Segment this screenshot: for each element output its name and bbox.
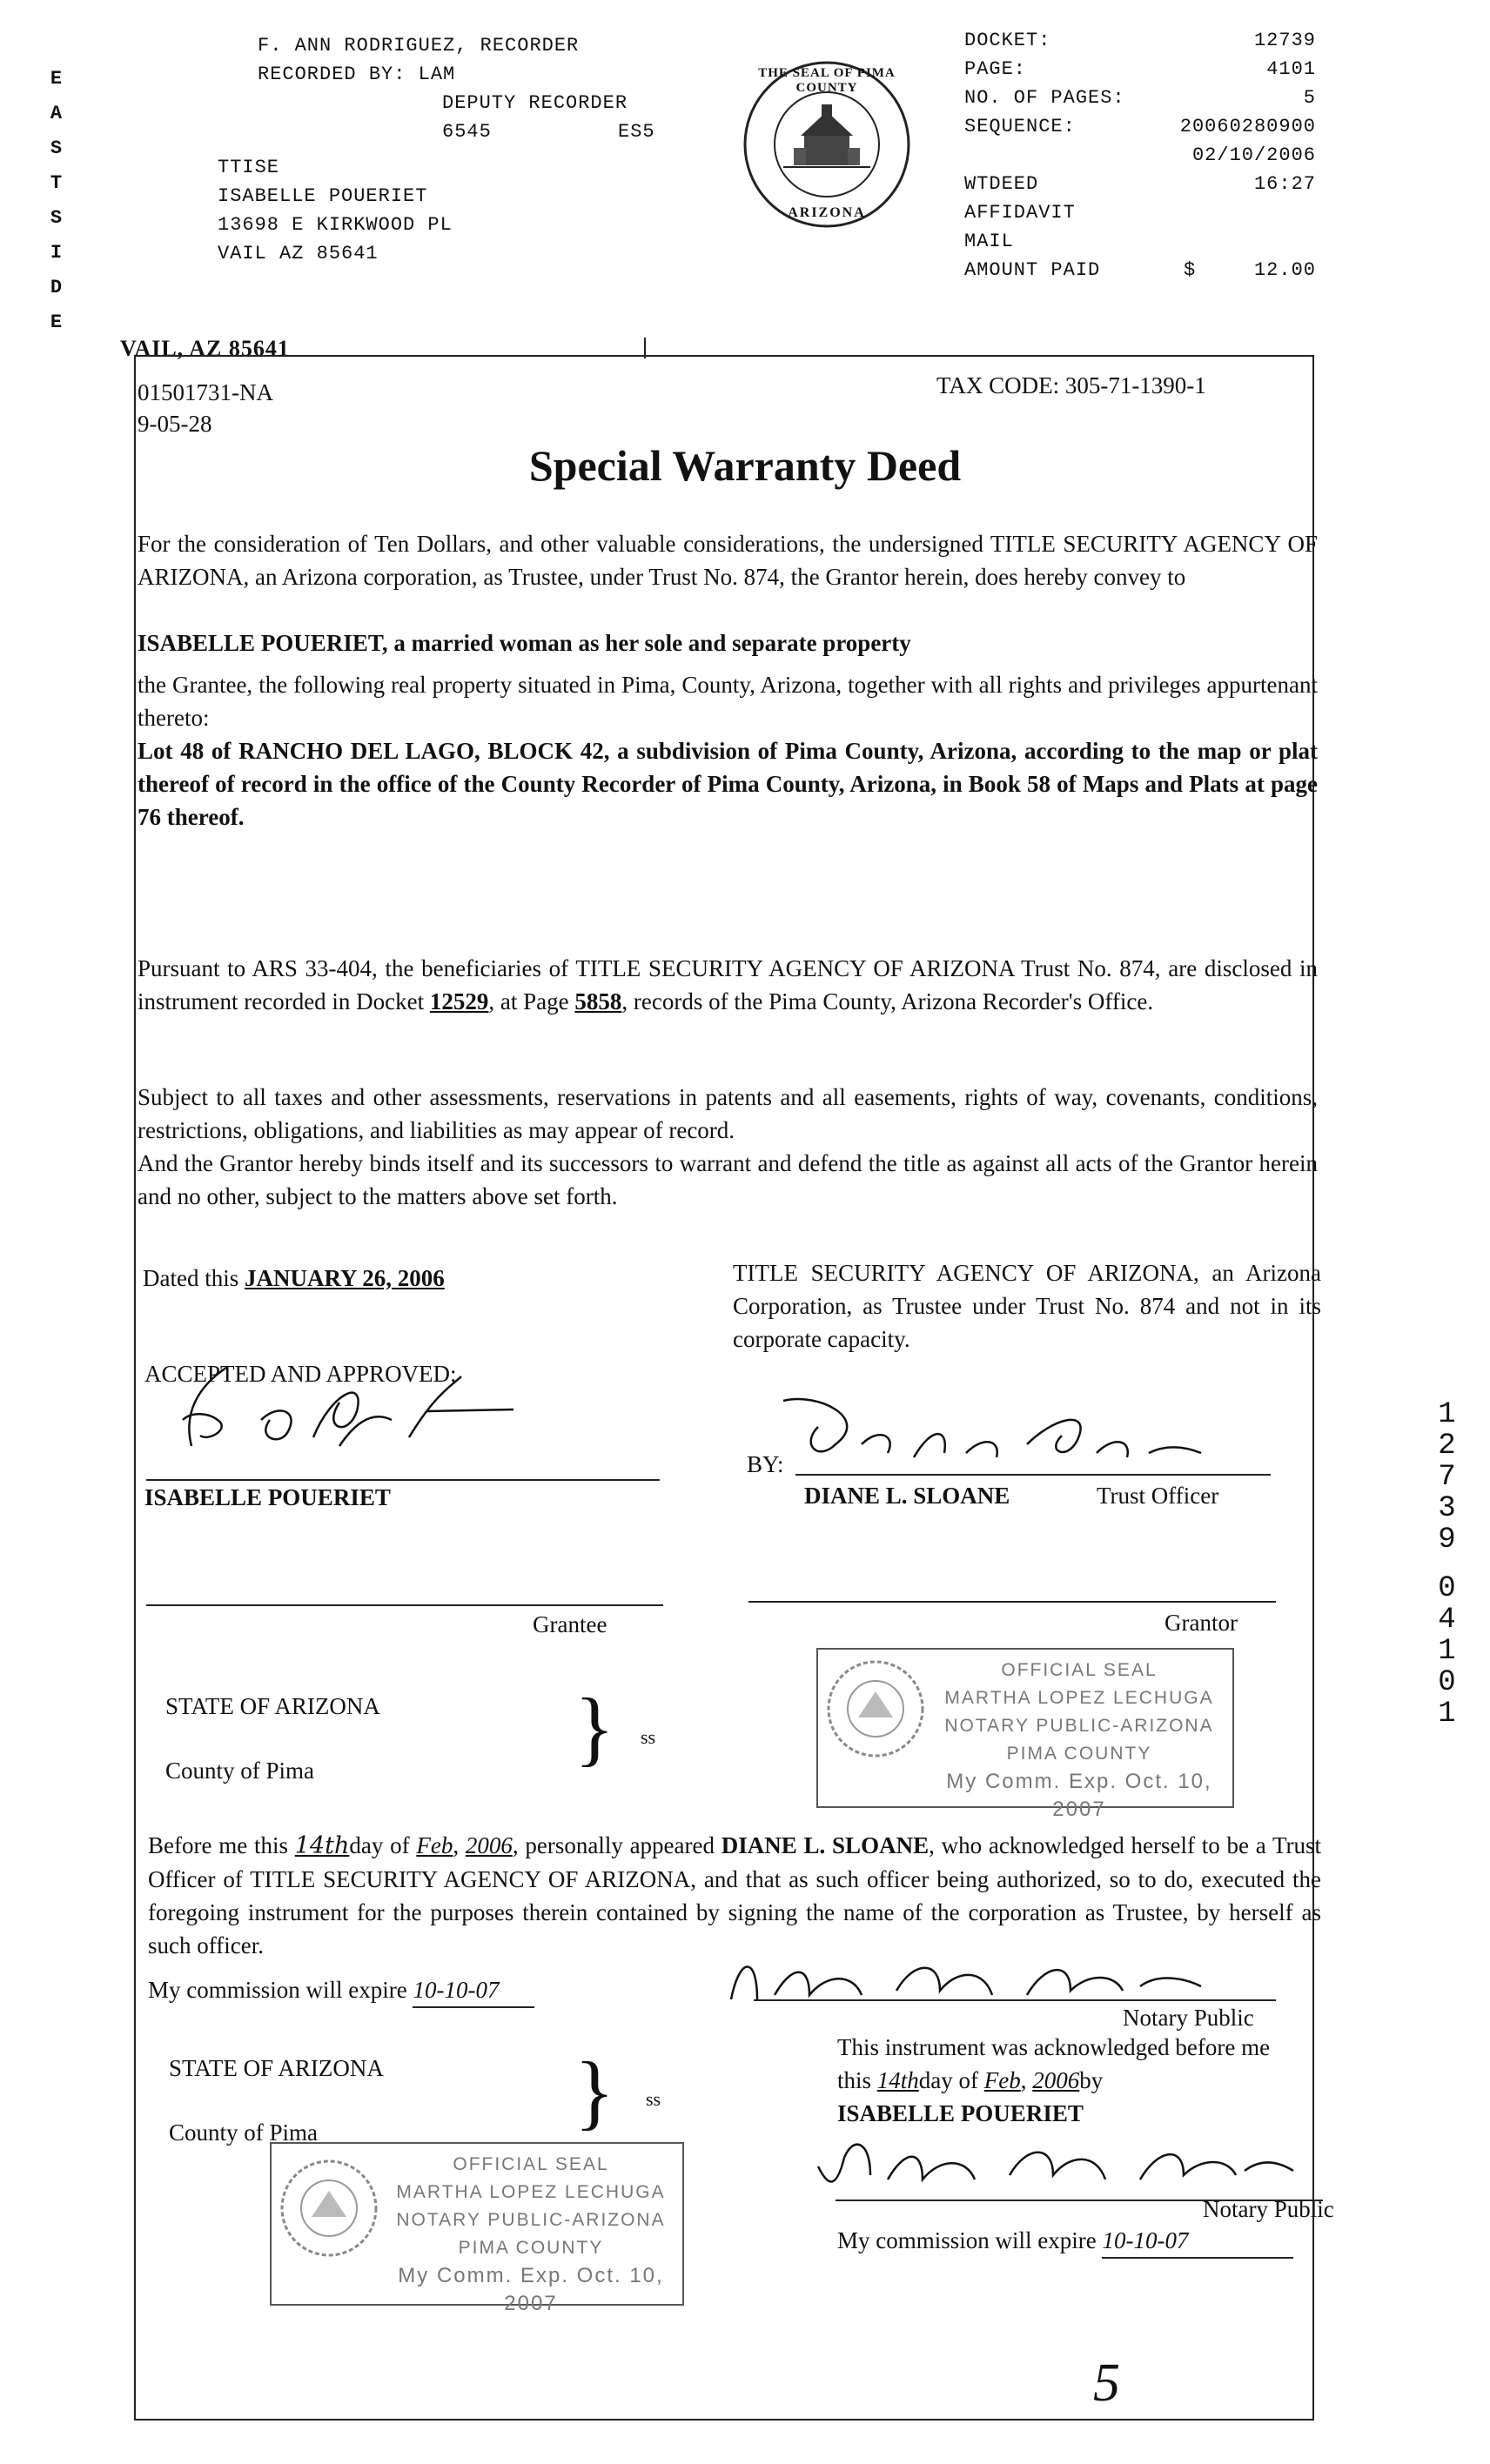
page-value: 4101	[1266, 58, 1316, 80]
margin-gap	[1434, 1556, 1460, 1573]
commission-label-2: My commission will expire	[837, 2227, 1097, 2253]
margin-digit: 4	[1438, 1604, 1457, 1637]
consideration-text: For the consideration of Ten Dollars, and other valuable considerations, the undersigned TITLE SECURITY AGENCY OF ARIZONA, an Arizona corporation, as Trustee, under Trust No. 874, the Grantor herein, does hereby convey to	[138, 531, 1318, 590]
file-number: 01501731-NA	[138, 379, 273, 405]
seal-top-text: THE SEAL OF PIMA COUNTY	[758, 66, 896, 95]
docket-ref: 12529	[429, 988, 489, 1014]
margin-digit: 9	[1438, 1523, 1457, 1557]
notary-ack-1: Before me this 14thday of Feb, 2006, personally appeared DIANE L. SLOANE, who acknowledged herself to be a Trust Officer of TITLE SECURITY AGENCY OF ARIZONA, and that as such officer being authorized, so to do, executed the foregoing instrument for the purposes therein contained by signing the name of the corporation as Trustee, by herself as such officer.	[148, 1832, 1322, 1958]
recorded-date: 02/10/2006	[1191, 144, 1316, 166]
ss-label-2: ss	[646, 2088, 661, 2110]
grantee-signature	[148, 1359, 566, 1472]
ack-person: DIANE L. SLOANE	[721, 1832, 930, 1858]
ack-day: 14th	[294, 1832, 350, 1859]
by-label: BY:	[747, 1451, 784, 1477]
margin-digit: 7	[1438, 1461, 1457, 1494]
ack-text-d: , who acknowledged herself to be a Trust Officer of TITLE SECURITY AGENCY OF ARIZONA, and that as such officer being authorized, so to do, executed the foregoing instrument for the purposes therein contained by signing the name of the corporation as Trustee, by herself as such officer.	[148, 1832, 1322, 1958]
margin-digit: 0	[1438, 1666, 1457, 1699]
warranty-paragraph: And the Grantor hereby binds itself and its successors to warrant and defend the title as against all acts of the Grantor herein and no other, subject to the matters above set forth.	[138, 1150, 1318, 1209]
state-label-2: STATE OF ARIZONA	[169, 2055, 384, 2081]
currency-symbol: $	[1184, 259, 1197, 281]
notary-ack-2	[837, 2031, 1325, 2130]
grantee-name: ISABELLE POUERIET	[144, 1484, 391, 1510]
blank-value	[1131, 202, 1316, 231]
tax-code: TAX CODE: 305-71-1390-1	[936, 372, 1206, 398]
notary-seal-icon	[277, 2156, 381, 2260]
stamp-line: MARTHA LOPEZ LECHUGA	[396, 2182, 666, 2202]
margin-digit: 1	[1438, 1635, 1457, 1668]
stamp-line: MARTHA LOPEZ LECHUGA	[944, 1688, 1214, 1708]
dated-line	[143, 1262, 445, 1295]
deputy-recorder: DEPUTY RECORDER	[442, 92, 628, 114]
ack2-month: Feb	[983, 2067, 1021, 2093]
venue-brace-1: }	[574, 1681, 615, 1774]
docket-values	[1131, 30, 1316, 288]
side-label-char: E	[50, 68, 64, 90]
county-label-2: County of Pima	[169, 2119, 319, 2146]
margin-digit: 0	[1438, 1572, 1457, 1605]
signer-name: DIANE L. SLOANE	[804, 1483, 1010, 1509]
mail-to-street: 13698 E KIRKWOOD PL	[218, 214, 453, 236]
venue-brace-2: }	[574, 2045, 615, 2138]
notary-public-label-1: Notary Public	[1123, 2005, 1254, 2031]
docket-label: DOCKET:	[964, 30, 1051, 51]
ack2-day-of: day of	[918, 2067, 979, 2093]
sequence-value: 20060280900	[1179, 116, 1316, 137]
amount-paid-label: AMOUNT PAID	[964, 259, 1101, 281]
side-label-char: S	[50, 207, 64, 229]
beneficiaries-text-2: , at Page	[488, 988, 569, 1014]
doc-type-label: WTDEED	[964, 173, 1039, 195]
docket-value: 12739	[1253, 30, 1316, 51]
dated-label: Dated this	[143, 1265, 239, 1291]
mail-to-line1: TTISE	[218, 157, 280, 178]
stamp-line: My Comm. Exp. Oct. 10, 2007	[398, 2264, 664, 2315]
margin-digit: 1	[1438, 1697, 1457, 1731]
dated-value: JANUARY 26, 2006	[244, 1265, 445, 1291]
commission-label-1: My commission will expire	[148, 1977, 407, 2003]
ack-text-a: Before me this	[148, 1832, 288, 1858]
affidavit-label: AFFIDAVIT	[964, 202, 1076, 224]
page-title: Special Warranty Deed	[528, 441, 962, 490]
sequence-label: SEQUENCE:	[964, 116, 1076, 137]
grantor-line-2	[748, 1601, 1276, 1603]
num-pages-label: NO. OF PAGES:	[964, 87, 1125, 109]
side-label-char: D	[50, 277, 64, 298]
notary-seal-stamp-2	[270, 2142, 684, 2315]
page-ref: 5858	[574, 988, 622, 1014]
state-label-1: STATE OF ARIZONA	[165, 1693, 380, 1719]
consideration-paragraph	[138, 527, 1318, 593]
recorded-time: 16:27	[1253, 173, 1316, 195]
ack2-person: ISABELLE POUERIET	[837, 2100, 1084, 2126]
ack2-text-a: This instrument was acknowledged before me	[837, 2034, 1271, 2060]
page-label: PAGE:	[964, 58, 1027, 80]
recorder-code: 6545	[442, 121, 492, 143]
commission-value-1: 10-10-07	[413, 1973, 534, 2008]
property-intro: the Grantee, the following real property situated in Pima, County, Arizona, together with all rights and privileges appurtenant thereto:	[138, 672, 1318, 731]
grantee-description: ISABELLE POUERIET, a married woman as her sole and separate property	[138, 630, 911, 656]
amount-paid-value: 12.00	[1253, 259, 1316, 281]
legal-description: Lot 48 of RANCHO DEL LAGO, BLOCK 42, a subdivision of Pima County, Arizona, according to the map or plat thereof of record in the office of the County Recorder of Pima County, Arizona, in Book 58 of Maps and Plats at page 76 thereof.	[138, 738, 1318, 830]
margin-digit: 3	[1438, 1492, 1457, 1525]
beneficiaries-text-3: , records of the Pima County, Arizona Recorder's Office.	[621, 988, 1154, 1014]
notary-seal-icon	[823, 1657, 928, 1761]
seal-bottom-text: ARIZONA	[788, 205, 866, 220]
notary-public-label-2: Notary Public	[1203, 2196, 1334, 2222]
right-margin-docket-page	[1434, 1399, 1460, 1730]
stamp-line: OFFICIAL SEAL	[1001, 1660, 1158, 1680]
stamp-line: NOTARY PUBLIC-ARIZONA	[396, 2210, 666, 2230]
side-label-char: S	[50, 137, 64, 159]
stamp-line: My Comm. Exp. Oct. 10, 2007	[946, 1770, 1212, 1821]
notary-seal-stamp-1	[816, 1648, 1234, 1821]
side-label-char: E	[50, 311, 64, 333]
pima-county-seal	[740, 57, 914, 231]
recorder-code-2: ES5	[618, 121, 655, 143]
signer-title: Trust Officer	[1097, 1483, 1219, 1509]
side-label-char: T	[50, 172, 64, 194]
stamp-line: NOTARY PUBLIC-ARIZONA	[944, 1716, 1214, 1736]
grantor-signature-line	[795, 1474, 1271, 1476]
beneficiaries-paragraph	[138, 952, 1318, 1018]
blank-value	[1131, 231, 1316, 259]
grantor-block: TITLE SECURITY AGENCY OF ARIZONA, an Arizona Corporation, as Trustee under Trust No. 874 and not in its corporate capacity.	[733, 1260, 1321, 1352]
commission-line-1	[148, 1973, 534, 2008]
stamp-line: PIMA COUNTY	[1006, 1744, 1152, 1764]
ack2-year: 2006	[1032, 2067, 1080, 2093]
ack2-date-line: this 14thday of Feb, 2006by	[837, 2067, 1104, 2093]
mail-to-city: VAIL AZ 85641	[218, 243, 379, 264]
side-label-eastside	[45, 68, 68, 346]
ack2-this: this	[837, 2067, 872, 2093]
accepted-approved: ACCEPTED AND APPROVED:	[144, 1361, 457, 1387]
ss-label-1: ss	[641, 1726, 656, 1748]
ack2-day: 14th	[876, 2067, 919, 2093]
recorded-by: RECORDED BY: LAM	[258, 64, 456, 85]
stamp-line: PIMA COUNTY	[458, 2238, 604, 2258]
commission-line-2	[837, 2224, 1293, 2259]
ack2-by: by	[1079, 2067, 1104, 2093]
stamp-line: OFFICIAL SEAL	[453, 2154, 609, 2174]
recorder-name: F. ANN RODRIGUEZ, RECORDER	[258, 35, 580, 57]
grantee-line-2	[146, 1604, 663, 1606]
mail-to-name: ISABELLE POUERIET	[218, 185, 428, 207]
ack-month: Feb	[416, 1832, 453, 1858]
cutoff-address: VAIL, AZ 85641	[120, 336, 290, 361]
grantee-label: Grantee	[533, 1611, 607, 1637]
ack-text-c: , personally appeared	[512, 1832, 715, 1858]
side-label-char: I	[50, 242, 64, 264]
page-number-mark: 5	[1093, 2354, 1120, 2413]
commission-value-2: 10-10-07	[1102, 2224, 1293, 2259]
beneficiaries-text: Pursuant to ARS 33-404, the beneficiaries of TITLE SECURITY AGENCY OF ARIZONA Trust No. 874, are disclosed in instrument recorded in Docket	[138, 955, 1318, 1014]
file-code: 9-05-28	[138, 411, 212, 437]
notary-signature-2	[809, 2132, 1297, 2201]
ack-year: 2006	[465, 1832, 513, 1858]
county-label-1: County of Pima	[165, 1758, 315, 1784]
side-label-char: A	[50, 103, 64, 124]
mail-label: MAIL	[964, 231, 1014, 252]
margin-digit: 1	[1438, 1398, 1457, 1431]
grantor-label: Grantor	[1164, 1610, 1238, 1636]
ack-text-b: day of	[349, 1832, 410, 1858]
margin-digit: 2	[1438, 1430, 1457, 1463]
subject-to-paragraph: Subject to all taxes and other assessments, reservations in patents and all easements, rights of way, covenants, conditions, restrictions, obligations, and liabilities as may appear of record.	[138, 1084, 1318, 1143]
num-pages-value: 5	[1303, 87, 1316, 109]
